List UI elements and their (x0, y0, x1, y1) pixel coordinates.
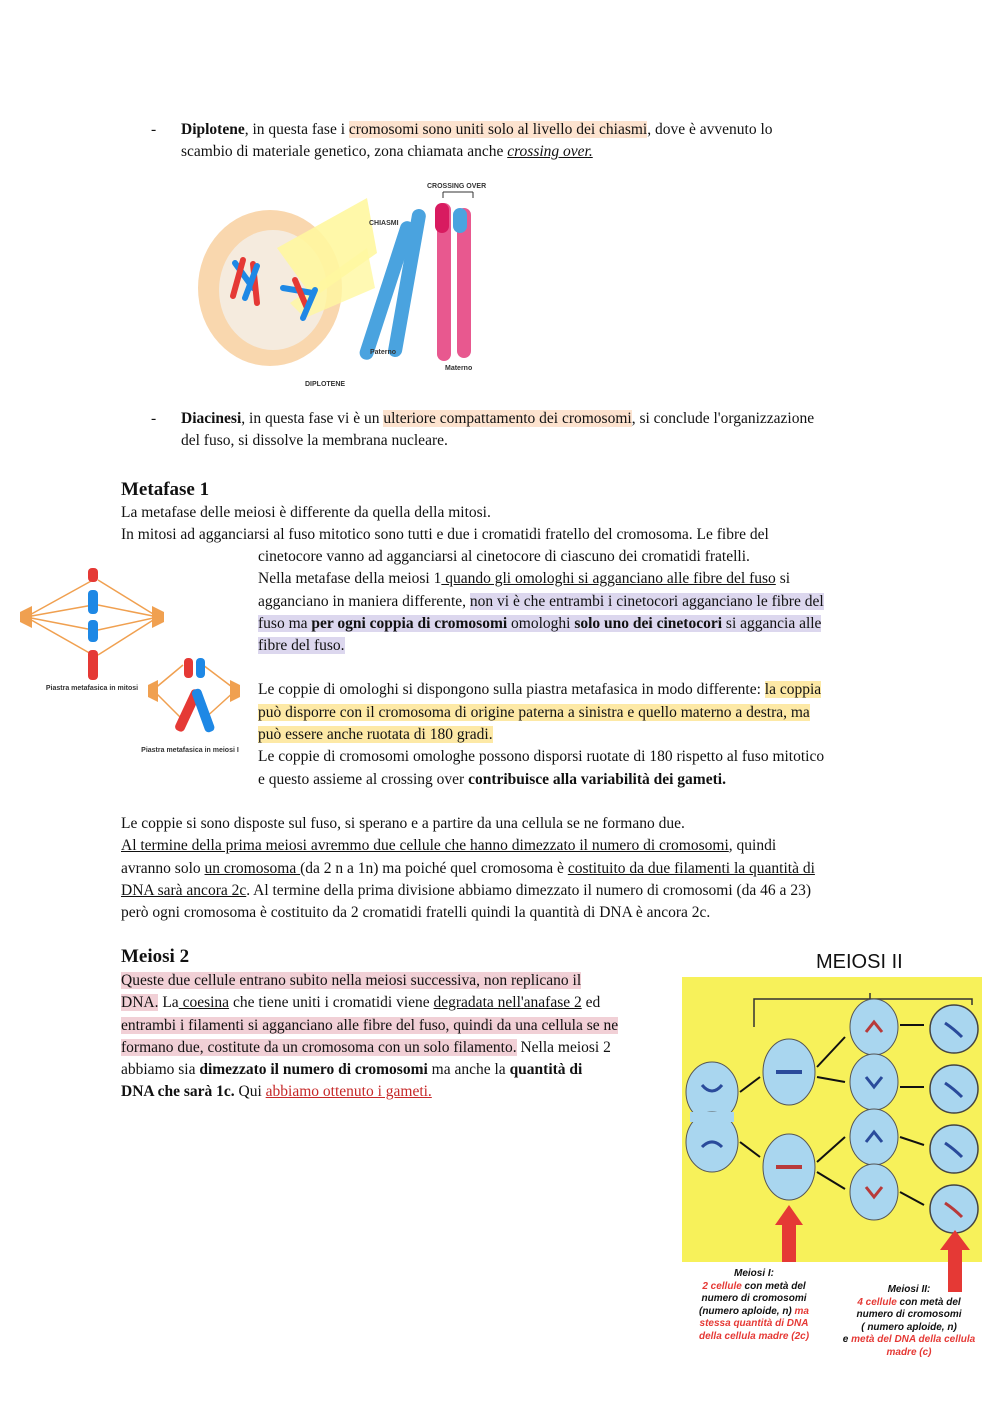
diplotene-label: DIPLOTENE (305, 381, 346, 388)
meiosi2-paragraph: Queste due cellule entrano subito nella meiosi successiva, non replicano il DNA. La coesina che tiene uniti i cromatidi viene degradata nell'anafase 2 ed entrambi i filamenti si agganciano alle fibre del fuso, quindi da una cellula se ne formano due, costitute da un cromosoma con un solo filamento. Nella meiosi 2 abbiamo sia dimezzato il numero di cromosomi ma anche la quantità di DNA che sarà 1c. Qui abbiamo ottenuto i gameti. (121, 972, 619, 1101)
metafase-heading: Metafase 1 (121, 479, 210, 500)
diacinesi-paragraph: Diacinesi, in questa fase vi è un ulteriore compattamento dei cromosomi, si conclude l'organizzazione del fuso, si dissolve la membrana nucleare. (181, 410, 815, 450)
crossing-over-link[interactable]: crossing over. (507, 143, 593, 161)
highlight: cromosomi sono uniti solo al livello dei chiasmi (348, 121, 648, 138)
metafase-body: cinetocore vanno ad agganciarsi al cinetocore di ciascuno dei cromatidi fratelli. Nella metafase della meiosi 1 quando gli omologhi si agganciano alle fibre del fuso si agganciano in maniera differente, non vi è che entrambi i cinetocori agganciano le fibre del fuso ma per ogni coppia di cromosomi omologhi solo uno dei cinetocori si aggancia alle fibre del fuso. Le coppie di omologhi si dispongono sulla piastra metafasica in modo differente: la coppia può disporre con il cromosoma di origine paterna a sinistra e quello materno a destra, ma può essere anche ruotata di 180 gradi. Le coppie di cromosomi omologhe possono disporsi ruotate di 180 rispetto al fuso mitotico e questo assieme al crossing over contribuisce alla variabilità dei gameti. (258, 548, 825, 788)
metaphase-plate-figure (18, 560, 248, 770)
diplotene-figure (195, 178, 505, 388)
meiosi2-heading: Meiosi 2 (121, 946, 190, 967)
paterno-label: Paterno (370, 349, 397, 356)
gameti-link[interactable]: abbiamo ottenuto i gameti. (265, 1083, 432, 1101)
diplotene-term: Diplotene (181, 121, 245, 138)
meiosi2-caption: Meiosi II: 4 cellule con metà del numero di cromosomi ( numero aploide, n) e metà del DNA della cellula madre (c) (842, 1284, 976, 1358)
materno-label: Materno (445, 365, 473, 372)
chiasmi-label: CHIASMI (369, 220, 399, 227)
metafase-intro: La metafase delle meiosi è differente da quella della mitosi. In mitosi ad agganciarsi al fuso mitotico sono tutti e due i cromatidi fratello del cromosoma. Le fibre del (121, 504, 769, 544)
meiosi2-figure-title: MEIOSI II (816, 951, 903, 973)
diplotene-paragraph: Diplotene, in questa fase i cromosomi sono uniti solo al livello dei chiasmi, dove è avvenuto lo scambio di materiale genetico, zona chiamata anche crossing over. (181, 121, 773, 161)
highlight: ulteriore compattamento dei cromosomi (383, 410, 632, 427)
meiosi1-caption: Meiosi I: 2 cellule con metà del numero di cromosomi (numero aploide, n) ma stessa quantità di DNA della cellula madre (2c) (698, 1268, 810, 1342)
summary-paragraph: Le coppie si sono disposte sul fuso, si sperano e a partire da una cellula se ne formano due. Al termine della prima meiosi avremmo due cellule che hanno dimezzato il numero di cromosomi, quindi avranno solo un cromosoma (da 2 n a 1n) ma poiché quel cromosoma è costituito da due filamenti la quantità di DNA sarà ancora 2c. Al termine della prima divisione abbiamo dimezzato il numero di cromosomi (da 46 a 23) però ogni cromosoma è costituito da 2 cromatidi fratelli quindi la quantità di DNA è ancora 2c. (121, 815, 815, 922)
diacinesi-term: Diacinesi (181, 410, 242, 427)
meiosi2-diagram (682, 977, 982, 1262)
crossing-over-label: CROSSING OVER (427, 183, 487, 190)
meiosi-label: Piastra metafasica in meiosi I (141, 747, 239, 754)
bullet-dash: - (151, 410, 157, 427)
bullet-dash: - (151, 121, 157, 138)
arrow-up-icon (940, 1230, 970, 1292)
mitosi-label: Piastra metafasica in mitosi (45, 685, 139, 692)
